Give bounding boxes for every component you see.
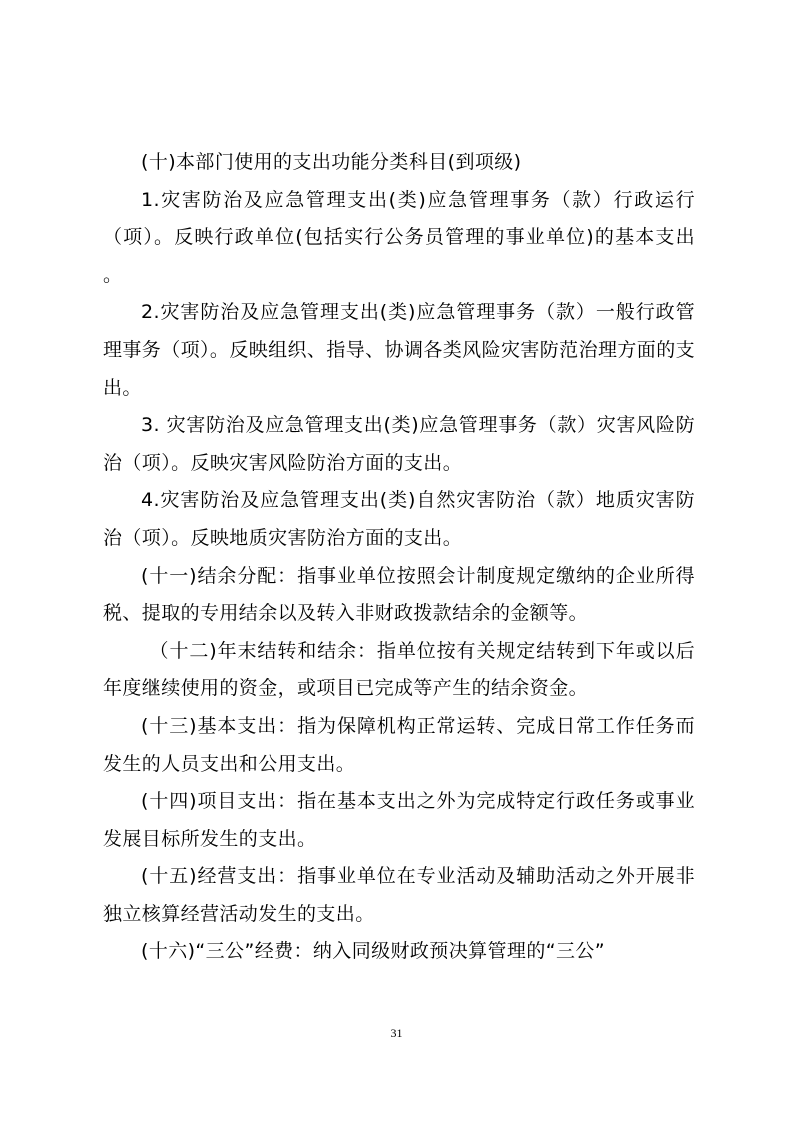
paragraph-basic-expenditure: (十三)基本支出：指为保障机构正常运转、完成日常工作任务而发生的人员支出和公用支出。 xyxy=(103,714,695,775)
paragraph-item-3: 3. 灾害防治及应急管理支出(类)应急管理事务（款）灾害风险防治（项）。反映灾害风险防治方面的支出。 xyxy=(103,414,695,474)
paragraph-item-2: 2.灾害防治及应急管理支出(类)应急管理事务（款）一般行政管理事务（项）。反映组织、指导、协调各类风险灾害防范治理方面的支出。 xyxy=(103,301,695,399)
paragraph-project-expenditure: (十四)项目支出：指在基本支出之外为完成特定行政任务或事业发展目标所发生的支出。 xyxy=(103,790,695,850)
paragraph-three-public-expenses: (十六)“三公”经费：纳入同级财政预决算管理的“三公” xyxy=(141,940,605,963)
page-number: 31 xyxy=(390,1026,403,1040)
paragraph-carryover-balance: （十二)年末结转和结余：指单位按有关规定结转到下年或以后年度继续使用的资金，或项目已完成等产生的结余资金。 xyxy=(103,639,695,700)
paragraph-item-1: 1.灾害防治及应急管理支出(类)应急管理事务（款）行政运行（项）。反映行政单位(包括实行公务员管理的事业单位)的基本支出 。 xyxy=(103,188,695,286)
body-text xyxy=(103,144,695,971)
paragraph-surplus-distribution: (十一)结余分配：指事业单位按照会计制度规定缴纳的企业所得税、提取的专用结余以及转入非财政拨款结余的金额等。 xyxy=(103,564,695,625)
paragraph-item-4: 4.灾害防治及应急管理支出(类)自然灾害防治（款）地质灾害防治（项）。反映地质灾害防治方面的支出。 xyxy=(103,489,695,549)
paragraph-operating-expenditure: (十五)经营支出：指事业单位在专业活动及辅助活动之外开展非独立核算经营活动发生的支出。 xyxy=(103,865,695,925)
paragraph-expenditure-categories-heading: (十)本部门使用的支出功能分类科目(到项级) xyxy=(141,151,522,173)
